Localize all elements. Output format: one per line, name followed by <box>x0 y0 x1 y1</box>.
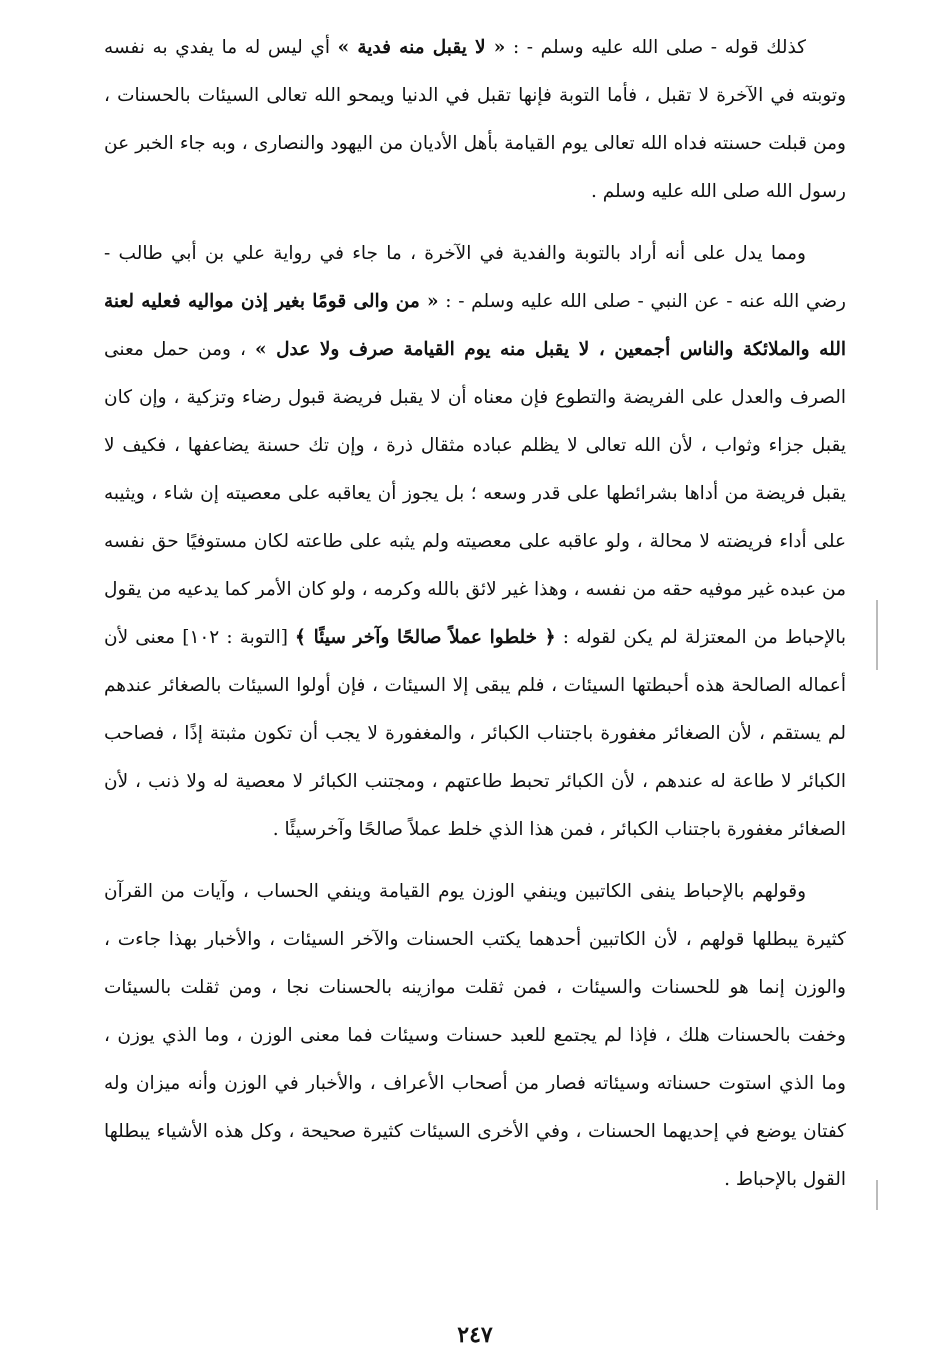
page-number: ٢٤٧ <box>457 1322 493 1348</box>
paragraph-1-text: كذلك قوله - صلى الله عليه وسلم - : <box>505 37 806 58</box>
paragraph-2 <box>104 230 846 854</box>
margin-mark-lower <box>876 1180 878 1210</box>
paragraph-3 <box>104 868 846 1204</box>
paragraph-1-text-cont: أي ليس له ما يفدي به نفسه وتوبته في الآخرة لا تقبل ، فأما التوبة فإنها تقبل في الدنيا ويمحو الله تعالى السيئات بالحسنات ، ومن قبلت حسنته فداه الله تعالى يوم القيامة بأهل الأديان من اليهود والنصارى ، وبه جاء الخبر عن رسول الله صلى الله عليه وسلم . <box>104 37 846 202</box>
paragraph-2-text: ومما يدل على أنه أراد بالتوبة والفدية في الآخرة ، ما جاء في رواية علي بن أبي طالب - رضي الله عنه - عن النبي - صلى الله عليه وسلم - : <box>104 243 846 312</box>
quran-verse-quote: ﴿ خلطوا عملاً صالحًا وآخر سيئًا ﴾ <box>295 627 556 648</box>
page-body-text <box>104 24 846 1204</box>
paragraph-1 <box>104 24 846 216</box>
margin-mark-upper <box>876 600 878 670</box>
hadith-quote-fidya: « لا يقبل منه فدية » <box>337 37 506 58</box>
paragraph-2-text-end: [التوبة : ١٠٢] معنى لأن أعماله الصالحة هذه أحبطتها السيئات ، فلم يبقى إلا السيئات ، فإن أولوا السيئات بالصغائر عندهم لم يستقم ، لأن الصغائر مغفورة باجتناب الكبائر ، والمغفورة لا يجب أن تكون مثبتة إذًا ، فصاحب الكبائر لا طاعة له عندهم ، لأن الكبائر تحبط طاعتهم ، ومجتنب الكبائر لا معصية له ولا ذنب ، لأن الصغائر مغفورة باجتناب الكبائر ، فمن هذا الذي خلط عملاً صالحًا وآخرسيئًا . <box>104 627 846 840</box>
paragraph-2-text-cont: ، ومن حمل معنى الصرف والعدل على الفريضة والتطوع فإن معناه أن لا يقبل فريضة قبول رضاء وتزكية ، وإن كان يقبل جزاء وثواب ، لأن الله تعالى لا يظلم عباده مثقال ذرة ، وإن تك حسنة يضاعفها ، فكيف لا يقبل فريضة من أداها بشرائطها على قدر وسعه ؛ بل يجوز أن يعاقبه على معصيته إن شاء ، ويثيبه على أداء فريضته لا محالة ، ولو عاقبه على معصيته ولم يثبه على طاعته لكان مستوفيًا حق نفسه من عبده غير موفيه حقه من نفسه ، وهذا غير لائق بالله وكرمه ، ولو كان الأمر كما يدعيه من يقول بالإحباط من المعتزلة لم يكن لقوله : <box>104 339 846 648</box>
paragraph-3-text: وقولهم بالإحباط ينفى الكاتبين وينفي الوزن يوم القيامة وينفي الحساب ، وآيات من القرآن كثيرة يبطلها قولهم ، لأن الكاتبين أحدهما يكتب الحسنات والآخر السيئات ، والأخبار بهذا جاءت ، والوزن إنما هو للحسنات والسيئات ، فمن ثقلت موازينه بالحسنات نجا ، ومن ثقلت بالسيئات وخفت بالحسنات هلك ، فإذا لم يجتمع للعبد حسنات وسيئات فما معنى الوزن ، وما الذي يوزن ، وما الذي استوت حسناته وسيئاته فصار من أصحاب الأعراف ، والأخبار في الوزن وأنه ميزان وله كفتان يوضع في إحديهما الحسنات ، وفي الأخرى السيئات كثيرة صحيحة ، وكل هذه الأشياء يبطلها القول بالإحباط . <box>104 881 846 1190</box>
hadith-quote-mawali: « من والى قومًا بغير إذن مواليه فعليه لعنة الله والملائكة والناس أجمعين ، لا يقبل منه يوم القيامة صرف ولا عدل » <box>104 291 847 360</box>
